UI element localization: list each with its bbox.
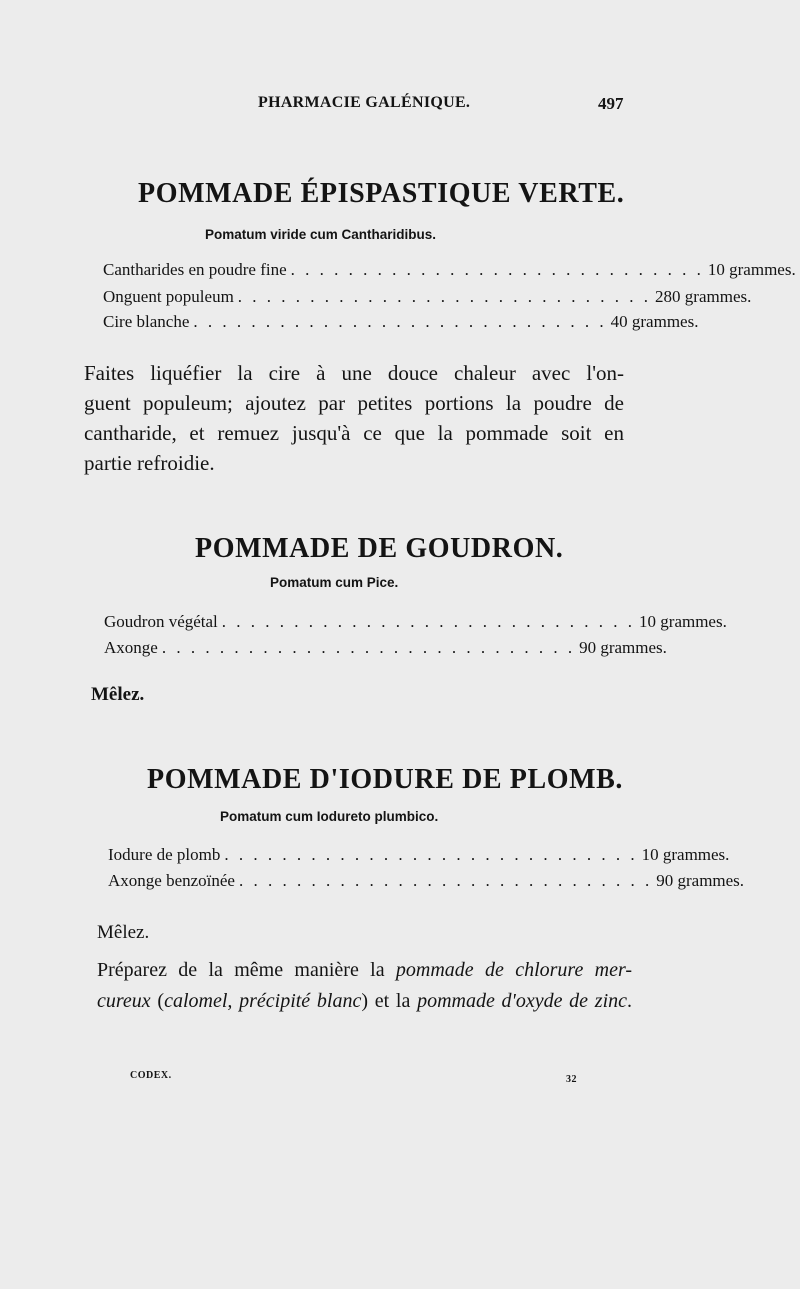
ingredient-row	[103, 287, 752, 307]
section-subtitle-epispastique: Pomatum viride cum Cantharidibus.	[205, 227, 437, 242]
leader-dots: . . . . . . . . . . . . . . . . . . . . . . . . . . . . .	[237, 287, 652, 306]
ingredient-row	[103, 260, 796, 280]
ingredient-name: Cantharides en poudre fine	[103, 260, 287, 279]
ingredient-quantity: 90 grammes.	[656, 871, 745, 890]
instructions-paragraph	[84, 358, 624, 478]
ingredient-quantity: 10 grammes.	[707, 260, 796, 279]
section-subtitle-iodure: Pomatum cum Iodureto plumbico.	[220, 809, 439, 824]
section-title-epispastique: POMMADE ÉPISPASTIQUE VERTE.	[138, 178, 625, 209]
note-melez: Mêlez.	[91, 684, 145, 705]
section-title-iodure: POMMADE D'IODURE DE PLOMB.	[147, 764, 624, 795]
ingredient-name: Axonge benzoïnée	[108, 871, 235, 890]
ingredient-name: Goudron végétal	[104, 612, 218, 631]
paragraph-line: Faites liquéfier la cire à une douce chaleur avec l'on-	[84, 361, 624, 385]
text-run: ) et la	[361, 990, 418, 1012]
text-run-italic: calomel, précipité blanc	[164, 990, 362, 1012]
footer-sheet-number: 32	[566, 1074, 577, 1085]
section-subtitle-goudron: Pomatum cum Pice.	[270, 575, 399, 590]
leader-dots: . . . . . . . . . . . . . . . . . . . . . . . . . . . . .	[193, 312, 607, 331]
ingredient-quantity: 90 grammes.	[579, 638, 667, 657]
leader-dots: . . . . . . . . . . . . . . . . . . . . . . . . . . . . .	[224, 845, 638, 864]
instructions-paragraph	[97, 955, 632, 1017]
footer-signature: CODEX.	[130, 1070, 172, 1081]
leader-dots: . . . . . . . . . . . . . . . . . . . . . . . . . . . . .	[221, 612, 636, 631]
paragraph-line	[97, 955, 632, 986]
text-run: Préparez de la même manière la	[97, 959, 396, 981]
section-title-goudron: POMMADE DE GOUDRON.	[195, 533, 564, 564]
ingredient-quantity: 40 grammes.	[610, 312, 699, 331]
paragraph-line: guent populeum; ajoutez par petites portions la poudre de	[84, 391, 624, 415]
paragraph-line: cantharide, et remuez jusqu'à ce que la pommade soit en	[84, 421, 624, 445]
ingredient-quantity: 280 grammes.	[655, 287, 752, 306]
paragraph-line	[97, 986, 632, 1017]
ingredient-row	[108, 871, 745, 891]
running-head: PHARMACIE GALÉNIQUE.	[258, 94, 471, 111]
ingredient-quantity: 10 grammes.	[639, 612, 727, 631]
text-run-italic: pommade de chlorure mer-	[395, 959, 633, 981]
text-run-italic: pommade d'oxyde de zinc	[417, 990, 628, 1012]
note-melez: Mêlez.	[97, 922, 150, 943]
ingredient-row	[108, 845, 730, 865]
leader-dots: . . . . . . . . . . . . . . . . . . . . . . . . . . . . .	[161, 638, 576, 657]
ingredient-quantity: 10 grammes.	[641, 845, 730, 864]
leader-dots: . . . . . . . . . . . . . . . . . . . . . . . . . . . . .	[290, 260, 704, 279]
ingredient-name: Iodure de plomb	[108, 845, 221, 864]
ingredient-row	[103, 312, 699, 332]
text-run: .	[627, 990, 633, 1012]
text-run: (	[150, 990, 165, 1012]
ingredient-row	[104, 638, 667, 658]
text-run-italic: cureux	[97, 990, 151, 1012]
ingredient-row	[104, 612, 727, 632]
page-number: 497	[598, 94, 624, 113]
ingredient-name: Axonge	[104, 638, 158, 657]
leader-dots: . . . . . . . . . . . . . . . . . . . . . . . . . . . . .	[238, 871, 653, 890]
paragraph-line: partie refroidie.	[84, 451, 215, 475]
ingredient-name: Onguent populeum	[103, 287, 234, 306]
ingredient-name: Cire blanche	[103, 312, 190, 331]
